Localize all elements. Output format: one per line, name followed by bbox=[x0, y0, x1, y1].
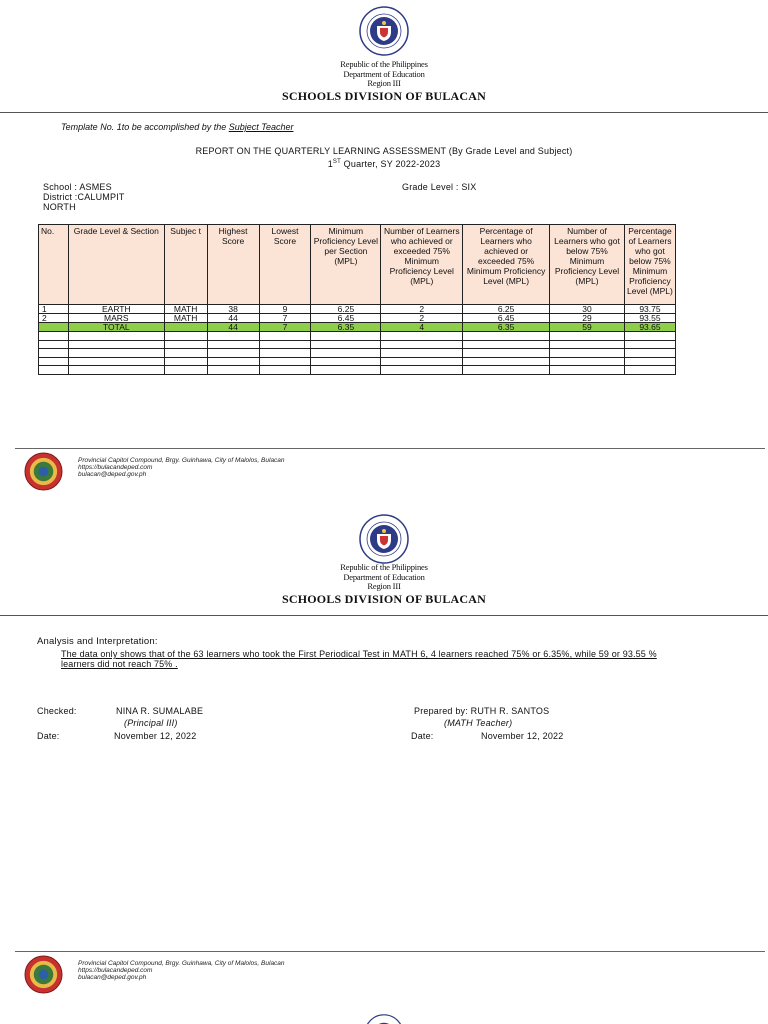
school-label: School : ASMES bbox=[43, 182, 112, 192]
table-cell: 93.55 bbox=[624, 314, 675, 323]
grade-level-label: Grade Level : SIX bbox=[402, 182, 477, 192]
table-cell bbox=[39, 323, 69, 332]
department-line: Department of Education bbox=[343, 571, 425, 582]
table-row bbox=[39, 305, 676, 314]
total-row bbox=[39, 323, 676, 332]
table-cell: 7 bbox=[259, 323, 311, 332]
letterhead bbox=[0, 563, 768, 606]
empty-row bbox=[39, 340, 676, 349]
table-cell: 59 bbox=[550, 323, 625, 332]
footer-website[interactable]: https://bulacandeped.com bbox=[78, 464, 153, 471]
checked-label: Checked: bbox=[37, 706, 77, 716]
empty-row bbox=[39, 357, 676, 366]
quarter-line bbox=[0, 157, 768, 170]
col-header: Highest Score bbox=[207, 225, 259, 305]
footer-divider bbox=[15, 951, 765, 952]
division-title: SCHOOLS DIVISION OF BULACAN bbox=[282, 88, 486, 103]
table-cell: 38 bbox=[207, 305, 259, 314]
quarter-number: 1 bbox=[327, 159, 333, 169]
footer-address: Provincial Capitol Compound, Brgy. Guinhawa, City of Malolos, Bulacan bbox=[78, 960, 285, 967]
report-title bbox=[0, 146, 768, 170]
district-label: District :CALUMPIT bbox=[43, 192, 125, 202]
template-role: Subject Teacher bbox=[228, 122, 294, 132]
quarter-suffix: ST bbox=[332, 159, 341, 165]
col-header: Number of Learners who achieved or exceeded 75% Minimum Proficiency Level (MPL) bbox=[381, 225, 463, 305]
region-line: Region III bbox=[367, 78, 401, 88]
footer-email[interactable]: bulacan@deped.gov.ph bbox=[78, 471, 147, 478]
prepared-by: Prepared by: RUTH R. SANTOS bbox=[414, 706, 550, 716]
region-line: Region III bbox=[367, 581, 401, 591]
deped-seal-icon bbox=[359, 6, 409, 56]
table-cell: 29 bbox=[550, 314, 625, 323]
table-cell: 7 bbox=[259, 314, 311, 323]
table-cell: 93.65 bbox=[624, 323, 675, 332]
table-cell: 1 bbox=[39, 305, 69, 314]
table-cell: 44 bbox=[207, 314, 259, 323]
analysis-line-1: The data only shows that of the 63 learners who took the First Periodical Test in MATH 6, 4 learners reached 75% or 6.35%, while 59 or 93.55 % bbox=[61, 649, 657, 659]
republic-line: Republic of the Philippines bbox=[340, 59, 428, 69]
col-header: No. bbox=[39, 225, 69, 305]
analysis-page bbox=[0, 505, 768, 1005]
analysis-line-2: learners did not reach 75% . bbox=[61, 659, 178, 669]
footer-email[interactable]: bulacan@deped.gov.ph bbox=[78, 974, 147, 981]
table-cell: 44 bbox=[207, 323, 259, 332]
template-prefix: Template No. 1to be accomplished by the bbox=[61, 122, 229, 132]
table-cell bbox=[164, 323, 207, 332]
prepared-title: (MATH Teacher) bbox=[444, 718, 513, 728]
table-cell: 6.35 bbox=[463, 323, 550, 332]
footer-divider bbox=[15, 448, 765, 449]
table-cell: EARTH bbox=[68, 305, 164, 314]
col-header: Percentage of Learners who got below 75% Minimum Proficiency Level (MPL) bbox=[624, 225, 675, 305]
table-cell: 6.25 bbox=[463, 305, 550, 314]
report-title-line: REPORT ON THE QUARTERLY LEARNING ASSESSMENT (By Grade Level and Subject) bbox=[195, 146, 573, 156]
table-header-row bbox=[39, 225, 676, 305]
empty-row bbox=[39, 332, 676, 341]
table-cell: 2 bbox=[381, 305, 463, 314]
total-label: TOTAL bbox=[68, 323, 164, 332]
prepared-date-label: Date: bbox=[411, 731, 434, 741]
table-cell: 6.25 bbox=[311, 305, 381, 314]
assessment-table bbox=[38, 224, 676, 375]
col-header: Lowest Score bbox=[259, 225, 311, 305]
empty-row bbox=[39, 349, 676, 358]
letterhead bbox=[0, 60, 768, 103]
col-header: Number of Learners who got below 75% Minimum Proficiency Level (MPL) bbox=[550, 225, 625, 305]
table-cell: 30 bbox=[550, 305, 625, 314]
table-cell: MARS bbox=[68, 314, 164, 323]
col-header: Minimum Proficiency Level per Section (MPL) bbox=[311, 225, 381, 305]
footer-contact bbox=[78, 457, 285, 478]
bulacan-seal-icon bbox=[24, 452, 63, 491]
department-line: Department of Education bbox=[343, 68, 425, 79]
date-label: Date: bbox=[37, 731, 60, 741]
district-label-2: NORTH bbox=[43, 202, 76, 212]
table-row bbox=[39, 314, 676, 323]
table-cell: MATH bbox=[164, 305, 207, 314]
footer-contact bbox=[78, 960, 285, 981]
deped-seal-icon bbox=[359, 514, 409, 564]
template-note bbox=[61, 122, 293, 132]
empty-row bbox=[39, 366, 676, 375]
footer-website[interactable]: https://bulacandeped.com bbox=[78, 967, 153, 974]
table-cell: 6.45 bbox=[311, 314, 381, 323]
table-cell: 2 bbox=[381, 314, 463, 323]
table-cell: 93.75 bbox=[624, 305, 675, 314]
col-header: Subjec t bbox=[164, 225, 207, 305]
header-divider bbox=[0, 112, 768, 113]
table-cell: 2 bbox=[39, 314, 69, 323]
header-divider bbox=[0, 615, 768, 616]
bulacan-seal-icon bbox=[24, 955, 63, 994]
prepared-date-value: November 12, 2022 bbox=[481, 731, 564, 741]
table-cell: 9 bbox=[259, 305, 311, 314]
quarter-text: Quarter, SY 2022-2023 bbox=[340, 159, 441, 169]
footer-address: Provincial Capitol Compound, Brgy. Guinhawa, City of Malolos, Bulacan bbox=[78, 457, 285, 464]
col-header: Percentage of Learners who achieved or exceeded 75% Minimum Proficiency Level (MPL) bbox=[463, 225, 550, 305]
report-page bbox=[0, 0, 768, 500]
deped-seal-icon bbox=[364, 1014, 404, 1024]
table-cell: 4 bbox=[381, 323, 463, 332]
checked-name: NINA R. SUMALABE bbox=[116, 706, 204, 716]
school-meta bbox=[43, 182, 125, 212]
table-cell: MATH bbox=[164, 314, 207, 323]
analysis-label: Analysis and Interpretation: bbox=[37, 636, 158, 647]
analysis-text bbox=[61, 649, 711, 669]
division-title: SCHOOLS DIVISION OF BULACAN bbox=[282, 591, 486, 606]
col-header: Grade Level & Section bbox=[68, 225, 164, 305]
table-cell: 6.45 bbox=[463, 314, 550, 323]
checked-title: (Principal III) bbox=[124, 718, 178, 728]
date-value: November 12, 2022 bbox=[114, 731, 197, 741]
table-cell: 6.35 bbox=[311, 323, 381, 332]
republic-line: Republic of the Philippines bbox=[340, 562, 428, 572]
